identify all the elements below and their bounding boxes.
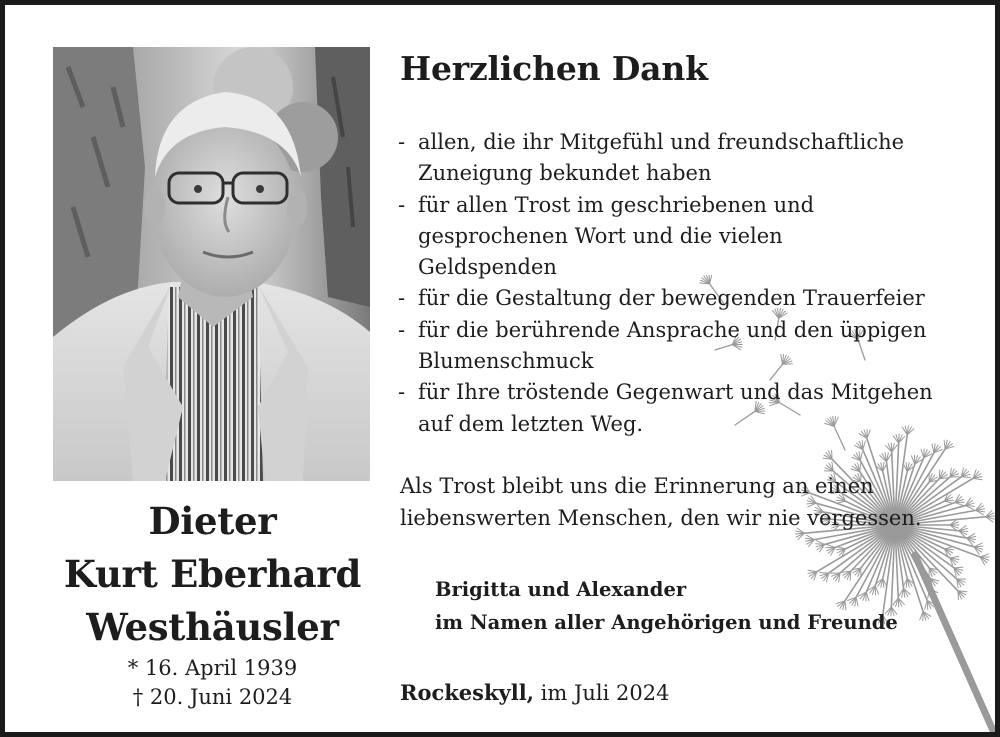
signature-names: Brigitta und Alexander (435, 578, 687, 601)
closing-text (400, 471, 990, 534)
list-item-line: für die Gestaltung der bewegenden Trauerfeier (418, 286, 925, 311)
middle-names: Kurt Eberhard (63, 552, 362, 596)
closing-line: liebenswerten Menschen, den wir nie vergessen. (400, 505, 922, 530)
list-item (398, 315, 988, 378)
list-item-line: gesprochenen Wort und die vielen (418, 223, 783, 248)
list-item-line: für allen Trost im geschriebenen und (418, 192, 815, 217)
death-date: † 20. Juni 2024 (132, 685, 293, 709)
list-dash: - (398, 286, 406, 311)
birth-date: * 16. April 1939 (127, 656, 298, 680)
list-dash: - (398, 192, 406, 217)
closing-line: Als Trost bleibt uns die Erinnerung an einen (400, 474, 874, 498)
list-dash: - (398, 130, 406, 154)
list-item (398, 190, 988, 284)
portrait-photo (53, 47, 370, 481)
list-dash: - (398, 380, 406, 405)
list-item-line: Zuneigung bekundet haben (418, 161, 712, 186)
signature-subline: im Namen aller Angehörigen und Freunde (435, 611, 898, 634)
list-item-line: auf dem letzten Weg. (418, 411, 644, 436)
deceased-name-block (35, 495, 390, 712)
list-item (398, 127, 988, 190)
list-item-line: für Ihre tröstende Gegenwart und das Mitgehen (418, 380, 933, 405)
list-item-line: für die berührende Ansprache und den üppigen (418, 317, 927, 342)
place-date-text: im Juli 2024 (534, 681, 670, 705)
list-dash: - (398, 317, 406, 342)
list-item (398, 377, 988, 440)
list-item-line: Geldspenden (418, 255, 557, 280)
place-town: Rockeskyll, (400, 680, 534, 705)
first-name: Dieter (148, 499, 277, 543)
list-item-line: Blumenschmuck (418, 349, 594, 374)
place-date (400, 680, 669, 705)
list-item (398, 283, 988, 314)
surname: Westhäusler (86, 605, 339, 649)
signature (435, 573, 898, 639)
thanks-list (398, 127, 988, 440)
page-title: Herzlichen Dank (400, 49, 708, 88)
list-item-line: allen, die ihr Mitgefühl und freundschaftliche (418, 130, 905, 154)
